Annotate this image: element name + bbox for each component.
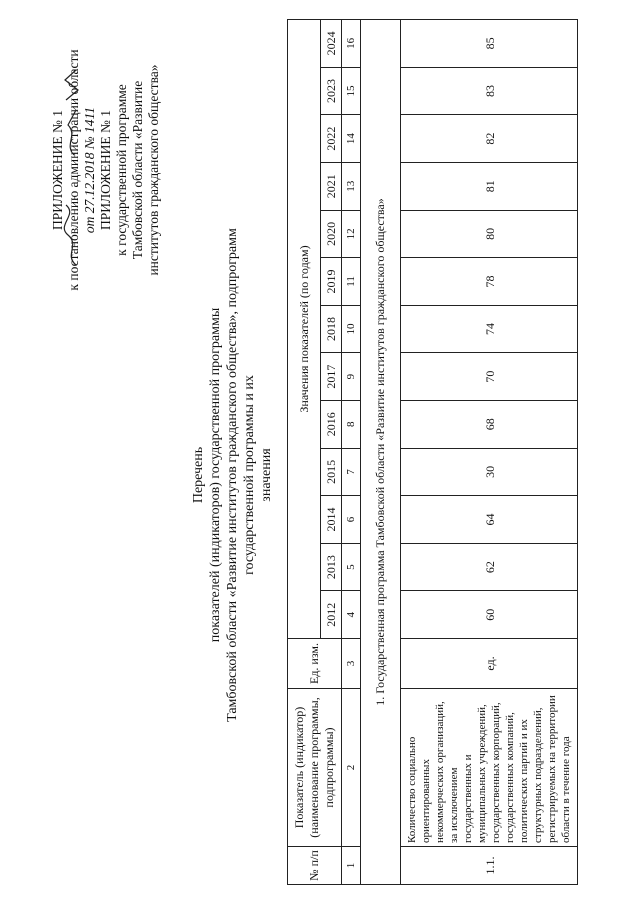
header-num: № п/п bbox=[288, 847, 342, 885]
title-line-1: Перечень bbox=[191, 446, 206, 504]
row-value: 70 bbox=[401, 353, 578, 401]
header-year: 2013 bbox=[321, 543, 342, 591]
column-number: 8 bbox=[342, 400, 361, 448]
column-number: 12 bbox=[342, 210, 361, 258]
row-value: 80 bbox=[401, 210, 578, 258]
header-year: 2018 bbox=[321, 305, 342, 353]
column-number: 3 bbox=[342, 639, 361, 689]
header-year: 2017 bbox=[321, 353, 342, 401]
row-value: 85 bbox=[401, 20, 578, 68]
column-number: 13 bbox=[342, 162, 361, 210]
column-number: 7 bbox=[342, 448, 361, 496]
column-number: 11 bbox=[342, 258, 361, 306]
header-year: 2016 bbox=[321, 400, 342, 448]
column-number: 1 bbox=[342, 847, 361, 885]
row-value: 82 bbox=[401, 115, 578, 163]
header-year: 2014 bbox=[321, 496, 342, 544]
row-value: 78 bbox=[401, 258, 578, 306]
appendix-title: ПРИЛОЖЕНИЕ № 1 bbox=[50, 109, 65, 231]
appendix-ref: к постановлению администрации области bbox=[66, 49, 81, 291]
header-year: 2020 bbox=[321, 210, 342, 258]
row-value: 74 bbox=[401, 305, 578, 353]
program-section-row: 1. Государственная программа Тамбовской области «Развитие институтов гражданского общества» bbox=[361, 20, 401, 885]
header-year: 2019 bbox=[321, 258, 342, 306]
handwritten-signature bbox=[60, 45, 82, 275]
appendix-date-number: от 27.12.2018 № 1411 bbox=[82, 106, 97, 234]
header-indicator: Показатель (индикатор) (наименование программы, подпрограммы) bbox=[288, 689, 342, 847]
appendix-program-ref-2: Тамбовской области «Развитие bbox=[130, 80, 145, 260]
title-line-4: значения bbox=[259, 448, 274, 502]
title-line-2: показателей (индикаторов) государственной программы bbox=[208, 307, 223, 643]
column-number: 4 bbox=[342, 591, 361, 639]
column-number: 6 bbox=[342, 496, 361, 544]
column-number: 15 bbox=[342, 67, 361, 115]
row-value: 83 bbox=[401, 67, 578, 115]
row-value: 68 bbox=[401, 400, 578, 448]
column-number: 9 bbox=[342, 353, 361, 401]
header-year: 2015 bbox=[321, 448, 342, 496]
header-year: 2024 bbox=[321, 20, 342, 68]
appendix-program-ref-3: институтов гражданского общества» bbox=[146, 64, 161, 276]
row-value: 62 bbox=[401, 543, 578, 591]
column-number: 2 bbox=[342, 689, 361, 847]
indicators-table bbox=[287, 19, 578, 885]
column-number-row bbox=[342, 20, 361, 885]
row-value: 81 bbox=[401, 162, 578, 210]
row-unit: ед. bbox=[401, 639, 578, 689]
table-row bbox=[401, 20, 578, 885]
row-num: 1.1. bbox=[401, 847, 578, 885]
column-number: 10 bbox=[342, 305, 361, 353]
header-year: 2023 bbox=[321, 67, 342, 115]
header-unit: Ед. изм. bbox=[288, 639, 342, 689]
row-value: 64 bbox=[401, 496, 578, 544]
row-indicator-text: Количество социально ориентированных некоммерческих организаций, за исключением государственных и муниципальных учреждений, государственных корпораций, государственных компаний, политических партий и их структурных подразделений, регистрируемых на территории области в течение года bbox=[401, 689, 578, 847]
column-number: 16 bbox=[342, 20, 361, 68]
document-title bbox=[190, 195, 275, 755]
appendix-title-2: ПРИЛОЖЕНИЕ № 1 bbox=[98, 109, 113, 231]
column-number: 14 bbox=[342, 115, 361, 163]
title-line-3: Тамбовской области «Развитие институтов гражданского общества», подпрограмм государственной программы и их bbox=[225, 228, 257, 722]
header-values-group: Значения показателей (по годам) bbox=[288, 20, 321, 639]
header-year: 2022 bbox=[321, 115, 342, 163]
row-value: 30 bbox=[401, 448, 578, 496]
header-year: 2021 bbox=[321, 162, 342, 210]
row-value: 60 bbox=[401, 591, 578, 639]
column-number: 5 bbox=[342, 543, 361, 591]
header-year: 2012 bbox=[321, 591, 342, 639]
appendix-program-ref-1: к государственной программе bbox=[114, 84, 129, 256]
